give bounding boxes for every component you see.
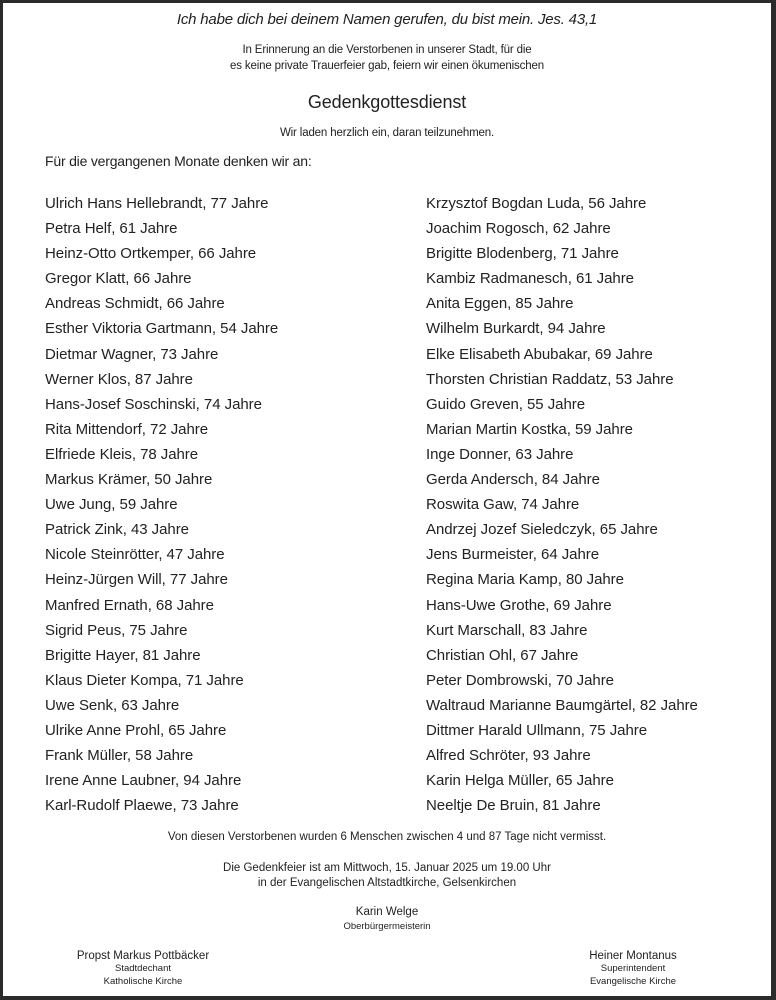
deceased-list-item: Dittmer Harald Ullmann, 75 Jahre [426, 721, 647, 739]
deceased-list-item: Patrick Zink, 43 Jahre [45, 521, 189, 539]
deceased-list-item: Inge Donner, 63 Jahre [426, 445, 574, 463]
deceased-list-item: Ulrich Hans Hellebrandt, 77 Jahre [45, 195, 269, 212]
deceased-list-item: Uwe Jung, 59 Jahre [45, 496, 178, 514]
deceased-list-item: Kambiz Radmanesch, 61 Jahre [426, 270, 634, 288]
signatory-role: Superintendent [600, 963, 666, 974]
event-location-line: in der Evangelischen Altstadtkirche, Gelsenkirchen [257, 877, 517, 889]
deceased-list-item: Frank Müller, 58 Jahre [45, 747, 194, 765]
deceased-list-item: Brigitte Hayer, 81 Jahre [45, 646, 201, 664]
deceased-list-item: Elfriede Kleis, 78 Jahre [45, 445, 199, 463]
deceased-list-item: Markus Krämer, 50 Jahre [45, 471, 213, 489]
deceased-list-item: Wilhelm Burkardt, 94 Jahre [426, 320, 606, 338]
signature-catholic [63, 949, 223, 988]
deceased-list-item: Petra Helf, 61 Jahre [45, 220, 178, 238]
memorial-notice-page [3, 3, 773, 996]
deceased-list-item: Roswita Gaw, 74 Jahre [426, 496, 580, 514]
deceased-list-item: Klaus Dieter Kompa, 71 Jahre [45, 671, 244, 689]
deceased-list-item: Manfred Ernath, 68 Jahre [45, 596, 214, 614]
deceased-list-item: Hans-Josef Soschinski, 74 Jahre [45, 395, 262, 413]
mayor-name: Karin Welge [355, 906, 419, 918]
deceased-list-item: Kurt Marschall, 83 Jahre [426, 621, 588, 639]
bible-quote: Ich habe dich bei deinem Namen gerufen, du bist mein. Jes. 43,1 [176, 11, 598, 28]
deceased-list-item: Gerda Andersch, 84 Jahre [426, 471, 600, 489]
deceased-list-item: Marian Martin Kostka, 59 Jahre [426, 420, 633, 438]
deceased-list-item: Dietmar Wagner, 73 Jahre [45, 345, 219, 363]
deceased-list-item: Thorsten Christian Raddatz, 53 Jahre [426, 370, 674, 388]
deceased-list-item: Uwe Senk, 63 Jahre [45, 696, 180, 714]
deceased-list-item: Hans-Uwe Grothe, 69 Jahre [426, 596, 612, 614]
signatory-name: Propst Markus Pottbäcker [76, 950, 210, 962]
names-list-left [45, 191, 278, 818]
names-list-right [426, 191, 698, 818]
deceased-list-item: Andreas Schmidt, 66 Jahre [45, 295, 225, 313]
deceased-list-item: Brigitte Blodenberg, 71 Jahre [426, 245, 619, 263]
deceased-list-item: Neeltje De Bruin, 81 Jahre [426, 797, 601, 815]
deceased-list-item: Anita Eggen, 85 Jahre [426, 295, 574, 313]
deceased-list-item: Joachim Rogosch, 62 Jahre [426, 220, 611, 238]
deceased-list-item: Alfred Schröter, 93 Jahre [426, 747, 591, 765]
deceased-list-item: Karl-Rudolf Plaewe, 73 Jahre [45, 797, 239, 815]
event-date-line: Die Gedenkfeier ist am Mittwoch, 15. Januar 2025 um 19.00 Uhr [223, 862, 551, 874]
invitation-text: Wir laden herzlich ein, daran teilzunehmen. [279, 127, 495, 139]
signatory-name: Heiner Montanus [589, 950, 677, 962]
signature-protestant [553, 949, 713, 988]
deceased-list-item: Rita Mittendorf, 72 Jahre [45, 420, 208, 438]
list-lead-text: Für die vergangenen Monate denken wir an: [45, 153, 312, 169]
deceased-list-item: Guido Greven, 55 Jahre [426, 395, 585, 413]
deceased-list-item: Elke Elisabeth Abubakar, 69 Jahre [426, 345, 653, 363]
deceased-list-item: Werner Klos, 87 Jahre [45, 370, 193, 388]
missing-persons-note: Von diesen Verstorbenen wurden 6 Menschen zwischen 4 und 87 Tage nicht vermisst. [167, 831, 607, 843]
mayor-role: Oberbürgermeisterin [343, 921, 431, 932]
intro-line-1: In Erinnerung an die Verstorbenen in unserer Stadt, für die [242, 44, 532, 56]
deceased-list-item: Karin Helga Müller, 65 Jahre [426, 772, 614, 790]
deceased-list-item: Waltraud Marianne Baumgärtel, 82 Jahre [426, 696, 698, 714]
deceased-list-item: Ulrike Anne Prohl, 65 Jahre [45, 721, 227, 739]
intro-line-2: es keine private Trauerfeier gab, feiern wir einen ökumenischen [229, 60, 544, 72]
signatory-role: Stadtdechant [115, 963, 171, 974]
deceased-list-item: Krzysztof Bogdan Luda, 56 Jahre [426, 195, 647, 212]
signatory-church: Evangelische Kirche [589, 975, 677, 987]
deceased-list-item: Sigrid Peus, 75 Jahre [45, 621, 188, 639]
deceased-list-item: Regina Maria Kamp, 80 Jahre [426, 571, 624, 589]
page-title: Gedenkgottesdienst [307, 92, 467, 112]
deceased-list-item: Esther Viktoria Gartmann, 54 Jahre [45, 320, 279, 338]
deceased-list-item: Gregor Klatt, 66 Jahre [45, 270, 192, 288]
deceased-list-item: Peter Dombrowski, 70 Jahre [426, 671, 614, 689]
deceased-list-item: Heinz-Otto Ortkemper, 66 Jahre [45, 245, 257, 263]
deceased-list-item: Andrzej Jozef Sieledczyk, 65 Jahre [426, 521, 658, 539]
deceased-list-item: Nicole Steinrötter, 47 Jahre [45, 546, 225, 564]
deceased-list-item: Irene Anne Laubner, 94 Jahre [45, 772, 242, 790]
deceased-list-item: Jens Burmeister, 64 Jahre [426, 546, 600, 564]
signatory-church: Katholische Kirche [103, 975, 183, 987]
deceased-list-item: Heinz-Jürgen Will, 77 Jahre [45, 571, 228, 589]
deceased-list-item: Christian Ohl, 67 Jahre [426, 646, 579, 664]
